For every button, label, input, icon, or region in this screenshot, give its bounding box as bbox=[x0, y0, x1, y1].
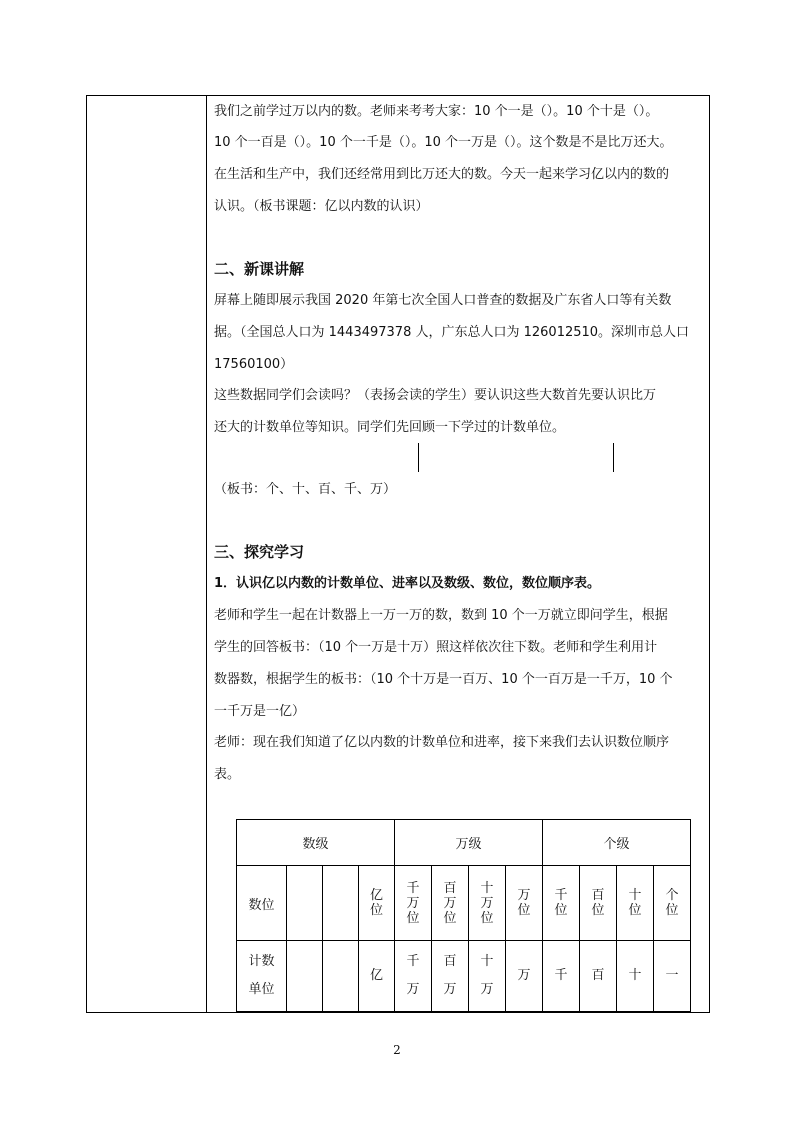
digit-cell: 百位 bbox=[580, 866, 617, 941]
section3-subheading: 1．认识亿以内数的计数单位、进率以及数级、数位，数位顺序表。 bbox=[214, 576, 601, 591]
table-row bbox=[237, 941, 691, 1012]
row-label-unit: 计数单位 bbox=[237, 941, 287, 1012]
table-row bbox=[237, 866, 691, 941]
intro-line-2: 10 个一百是（）。10 个一千是（）。10 个一万是（）。这个数是不是比万还大。 bbox=[214, 135, 673, 150]
unit-cell: 十 bbox=[617, 941, 654, 1012]
board-writing: （板书：个、十、百、千、万） bbox=[214, 482, 397, 497]
unit-cell: 亿 bbox=[359, 941, 395, 1012]
digit-cell: 千位 bbox=[543, 866, 580, 941]
section3-line-2: 学生的回答板书：（10 个一万是十万）照这样依次往下数。老师和学生利用计 bbox=[214, 640, 658, 655]
unit-cell: 万 bbox=[506, 941, 543, 1012]
digit-cell: 十万位 bbox=[469, 866, 506, 941]
digit-cell: 百万位 bbox=[432, 866, 469, 941]
unit-cell bbox=[287, 941, 323, 1012]
section2-line-3: 17560100） bbox=[214, 357, 294, 372]
unit-cell: 一 bbox=[654, 941, 691, 1012]
section3-line-1: 老师和学生一起在计数器上一万一万的数，数到 10 个一万就立即问学生，根据 bbox=[214, 608, 668, 623]
section3-line-3: 数器数，根据学生的板书：（10 个十万是一百万、10 个一百万是一千万，10 个 bbox=[214, 672, 673, 687]
unit-cell: 百万 bbox=[432, 941, 469, 1012]
section3-line-5: 老师：现在我们知道了亿以内数的计数单位和进率，接下来我们去认识数位顺序 bbox=[214, 735, 670, 750]
section3-line-4: 一千万是一亿） bbox=[214, 704, 306, 719]
digit-cell: 亿位 bbox=[359, 866, 395, 941]
unit-cell: 千 bbox=[543, 941, 580, 1012]
column-divider bbox=[206, 95, 207, 1013]
header-ge-level: 个级 bbox=[543, 820, 691, 866]
digit-cell bbox=[323, 866, 359, 941]
section2-line-4: 这些数据同学们会读吗？（表扬会读的学生）要认识这些大数首先要认识比万 bbox=[214, 388, 657, 403]
section-heading-explore: 三、探究学习 bbox=[214, 543, 305, 561]
header-wan-level: 万级 bbox=[395, 820, 543, 866]
table-row bbox=[237, 820, 691, 866]
digit-cell: 十位 bbox=[617, 866, 654, 941]
intro-line-1: 我们之前学过万以内的数。老师来考考大家：10 个一是（）。10 个十是（）。 bbox=[214, 104, 659, 119]
section-heading-new-lesson: 二、新课讲解 bbox=[214, 260, 305, 278]
section3-line-6: 表。 bbox=[214, 767, 241, 782]
unit-cell: 千万 bbox=[395, 941, 432, 1012]
page-number: 2 bbox=[393, 1043, 401, 1057]
section2-line-1: 屏幕上随即展示我国 2020 年第七次全国人口普查的数据及广东省人口等有关数 bbox=[214, 293, 672, 308]
intro-line-3: 在生活和生产中，我们还经常用到比万还大的数。今天一起来学习亿以内的数的 bbox=[214, 167, 670, 182]
unit-cell: 百 bbox=[580, 941, 617, 1012]
board-mark-left bbox=[418, 443, 419, 472]
row-label-digit: 数位 bbox=[237, 866, 287, 941]
board-mark-right bbox=[613, 443, 614, 472]
unit-cell bbox=[323, 941, 359, 1012]
unit-cell: 十万 bbox=[469, 941, 506, 1012]
section2-line-2: 据。（全国总人口为 1443497378 人，广东总人口为 126012510。深圳市总人口 bbox=[214, 325, 690, 340]
section2-line-5: 还大的计数单位等知识。同学们先回顾一下学过的计数单位。 bbox=[214, 420, 566, 435]
digit-cell: 个位 bbox=[654, 866, 691, 941]
header-level: 数级 bbox=[237, 820, 395, 866]
digit-cell: 千万位 bbox=[395, 866, 432, 941]
intro-line-4: 认识。（板书课题：亿以内数的认识） bbox=[214, 199, 429, 214]
place-value-table bbox=[236, 819, 691, 1012]
digit-cell: 万位 bbox=[506, 866, 543, 941]
digit-cell bbox=[287, 866, 323, 941]
